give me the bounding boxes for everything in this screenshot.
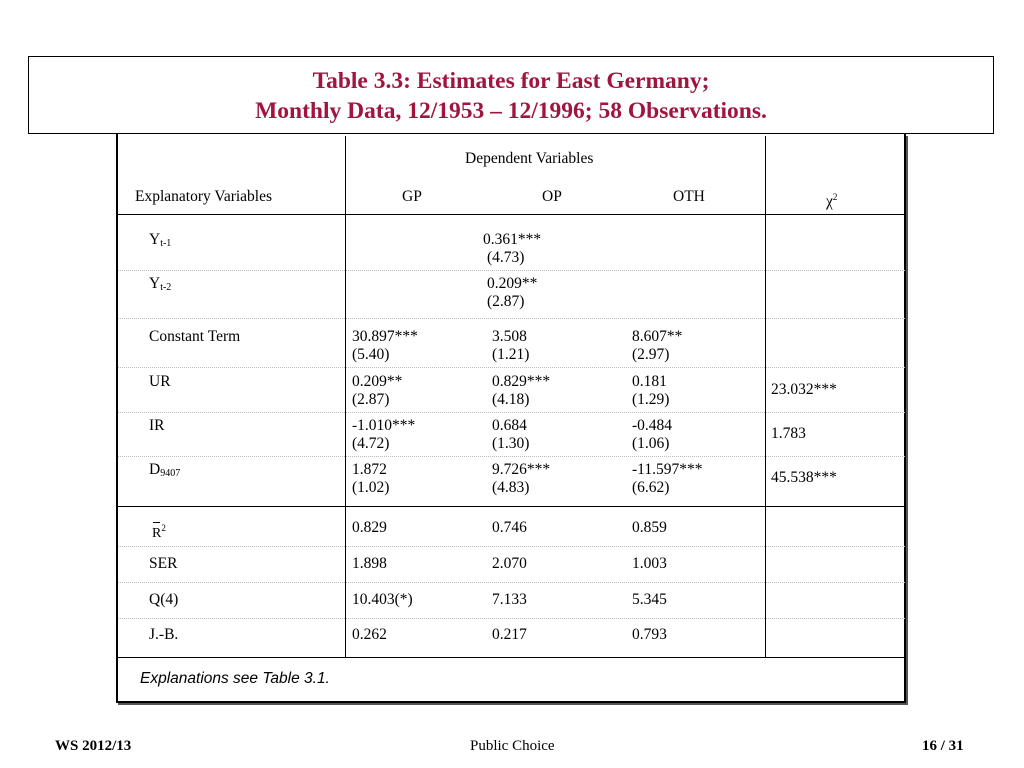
op-tstat: (4.18) [492,391,530,408]
op-tstat: (1.30) [492,435,530,452]
label-y-lag1 [149,231,171,253]
chi-superscript: 2 [832,192,838,202]
oth-coef: -11.597*** [632,461,703,478]
lag1-coef: 0.361*** [483,231,542,248]
row-sep [118,412,905,414]
lag2-coef: 0.209** [487,275,538,292]
table-note: Explanations see Table 3.1. [140,670,330,687]
row-label: Constant Term [149,328,241,345]
row-label: SER [149,555,178,572]
chi-value: 45.538*** [771,469,837,486]
oth-value: 1.003 [632,555,667,572]
op-value: 0.217 [492,626,527,643]
row-sep [118,582,905,584]
footer-term: WS 2012/13 [55,738,132,754]
op-value: 2.070 [492,555,527,572]
oth-coef: -0.484 [632,417,673,434]
oth-value: 5.345 [632,591,667,608]
row-label: Q(4) [149,591,179,608]
op-value: 0.746 [492,519,527,536]
row-sep [118,270,905,272]
row-label [149,461,180,483]
lag-var: Y [149,275,161,292]
op-value: 7.133 [492,591,527,608]
oth-tstat: (1.29) [632,391,670,408]
note-rule [118,657,905,658]
gp-tstat: (1.02) [352,479,390,496]
header-gp: GP [402,188,422,205]
op-tstat: (4.83) [492,479,530,496]
title-line-1: Table 3.3: Estimates for East Germany; [312,68,710,94]
op-coef: 0.829*** [492,373,551,390]
row-sep [118,618,905,620]
r-superscript: 2 [161,523,166,533]
row-sep [118,456,905,458]
gp-coef: 0.209** [352,373,403,390]
r-bar: R [152,526,162,541]
row-label-r-bar-squared [152,519,166,543]
lag-subscript: t-2 [160,282,172,293]
op-coef: 0.684 [492,417,527,434]
table-shadow-bottom [118,703,908,705]
gp-value: 0.829 [352,519,387,536]
oth-tstat: (1.06) [632,435,670,452]
gp-tstat: (2.87) [352,391,390,408]
gp-tstat: (4.72) [352,435,390,452]
gp-value: 0.262 [352,626,387,643]
dummy-subscript: 9407 [160,468,181,479]
stats-rule [118,506,905,507]
header-op: OP [542,188,562,205]
header-explanatory-variables: Explanatory Variables [135,188,273,205]
row-label: IR [149,417,165,434]
oth-tstat: (2.97) [632,346,670,363]
gp-value: 1.898 [352,555,387,572]
lag2-tstat: (2.87) [487,293,525,310]
oth-value: 0.793 [632,626,667,643]
op-tstat: (1.21) [492,346,530,363]
footer-course: Public Choice [470,738,555,754]
chi-symbol: χ [826,193,833,210]
oth-coef: 0.181 [632,373,667,390]
gp-value: 10.403(*) [352,591,413,608]
footer-page-number: 16 / 31 [922,738,964,754]
lag-var: Y [149,231,161,248]
chi-value: 1.783 [771,425,806,442]
dummy-var: D [149,461,161,478]
label-y-lag2 [149,275,171,297]
gp-tstat: (5.40) [352,346,390,363]
oth-coef: 8.607** [632,328,683,345]
op-coef: 9.726*** [492,461,551,478]
oth-value: 0.859 [632,519,667,536]
gp-coef: -1.010*** [352,417,416,434]
row-sep [118,546,905,548]
op-coef: 3.508 [492,328,527,345]
title-line-2: Monthly Data, 12/1953 – 12/1996; 58 Observations. [255,98,767,124]
table-shadow-right [906,136,908,705]
header-oth: OTH [673,188,705,205]
row-label: UR [149,373,171,390]
chi-value: 23.032*** [771,381,837,398]
slide-title [28,56,994,134]
row-sep [118,367,905,369]
header-chi-squared [826,188,837,211]
row-sep [118,318,905,320]
header-rule [118,214,905,215]
lag-subscript: t-1 [160,238,172,249]
gp-coef: 30.897*** [352,328,418,345]
lag1-tstat: (4.73) [487,249,525,266]
gp-coef: 1.872 [352,461,387,478]
row-label: J.-B. [149,626,179,643]
header-dependent-variables: Dependent Variables [465,150,594,167]
oth-tstat: (6.62) [632,479,670,496]
